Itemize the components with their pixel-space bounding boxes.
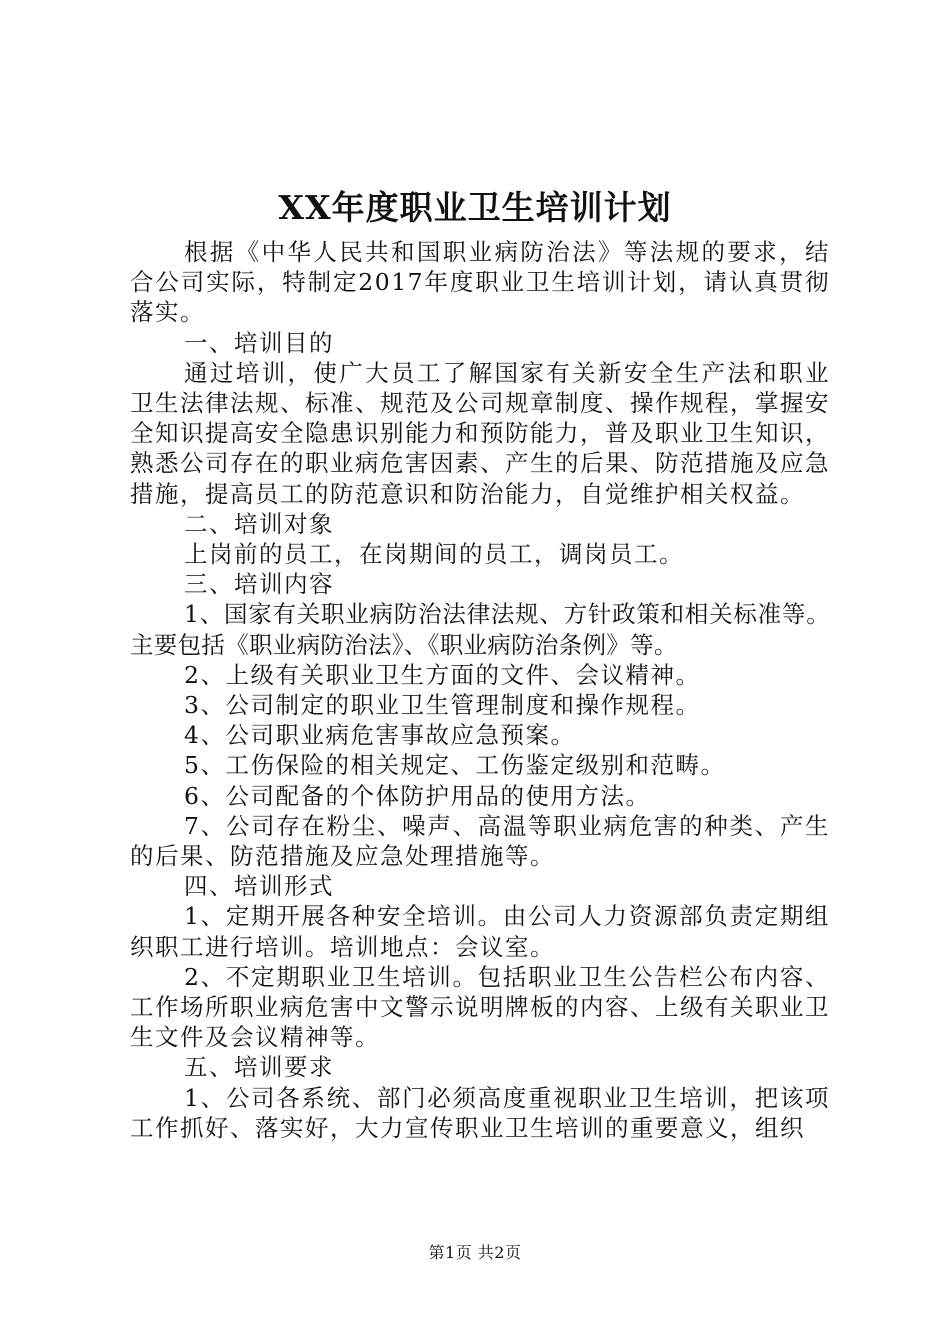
format-item-1: 1、定期开展各种安全培训。由公司人力资源部负责定期组织职工进行培训。培训地点：会议室。	[130, 902, 830, 961]
section-heading-requirements: 五、培训要求	[184, 1053, 335, 1082]
content-item-1: 1、国家有关职业病防治法律法规、方针政策和相关标准等。主要包括《职业病防治法》、《职业病防治条例》等。	[130, 600, 830, 659]
document-body	[130, 237, 830, 1143]
section-heading-audience: 二、培训对象	[184, 509, 335, 538]
section-heading-purpose: 一、培训目的	[184, 328, 335, 357]
requirements-item-1: 1、公司各系统、部门必须高度重视职业卫生培训，把该项工作抓好、落实好，大力宣传职业卫生培训的重要意义，组织	[130, 1083, 830, 1142]
purpose-paragraph: 通过培训，使广大员工了解国家有关新安全生产法和职业卫生法律法规、标准、规范及公司规章制度、操作规程，掌握安全知识提高安全隐患识别能力和预防能力，普及职业卫生知识，熟悉公司存在的职业病危害因素、产生的后果、防范措施及应急措施，提高员工的防范意识和防治能力，自觉维护相关权益。	[130, 358, 830, 508]
section-heading-content: 三、培训内容	[184, 570, 335, 599]
audience-paragraph: 上岗前的员工，在岗期间的员工，调岗员工。	[184, 540, 685, 569]
section-heading-format: 四、培训形式	[184, 872, 335, 901]
content-item-3: 3、公司制定的职业卫生管理制度和操作规程。	[184, 691, 701, 720]
content-item-4: 4、公司职业病危害事故应急预案。	[184, 721, 576, 750]
content-item-2: 2、上级有关职业卫生方面的文件、会议精神。	[184, 660, 701, 689]
content-item-6: 6、公司配备的个体防护用品的使用方法。	[184, 781, 651, 810]
content-item-5: 5、工伤保险的相关规定、工伤鉴定级别和范畴。	[184, 751, 726, 780]
format-item-2: 2、不定期职业卫生培训。包括职业卫生公告栏公布内容、工作场所职业病危害中文警示说明牌板的内容、上级有关职业卫生文件及会议精神等。	[130, 962, 830, 1052]
intro-paragraph: 根据《中华人民共和国职业病防治法》等法规的要求，结合公司实际，特制定2017年度职业卫生培训计划，请认真贯彻落实。	[130, 238, 830, 327]
page-footer: 第1页 共2页	[428, 1243, 522, 1262]
content-item-7: 7、公司存在粉尘、噪声、高温等职业病危害的种类、产生的后果、防范措施及应急处理措施等。	[130, 811, 830, 871]
document-title: XX年度职业卫生培训计划	[278, 188, 672, 227]
